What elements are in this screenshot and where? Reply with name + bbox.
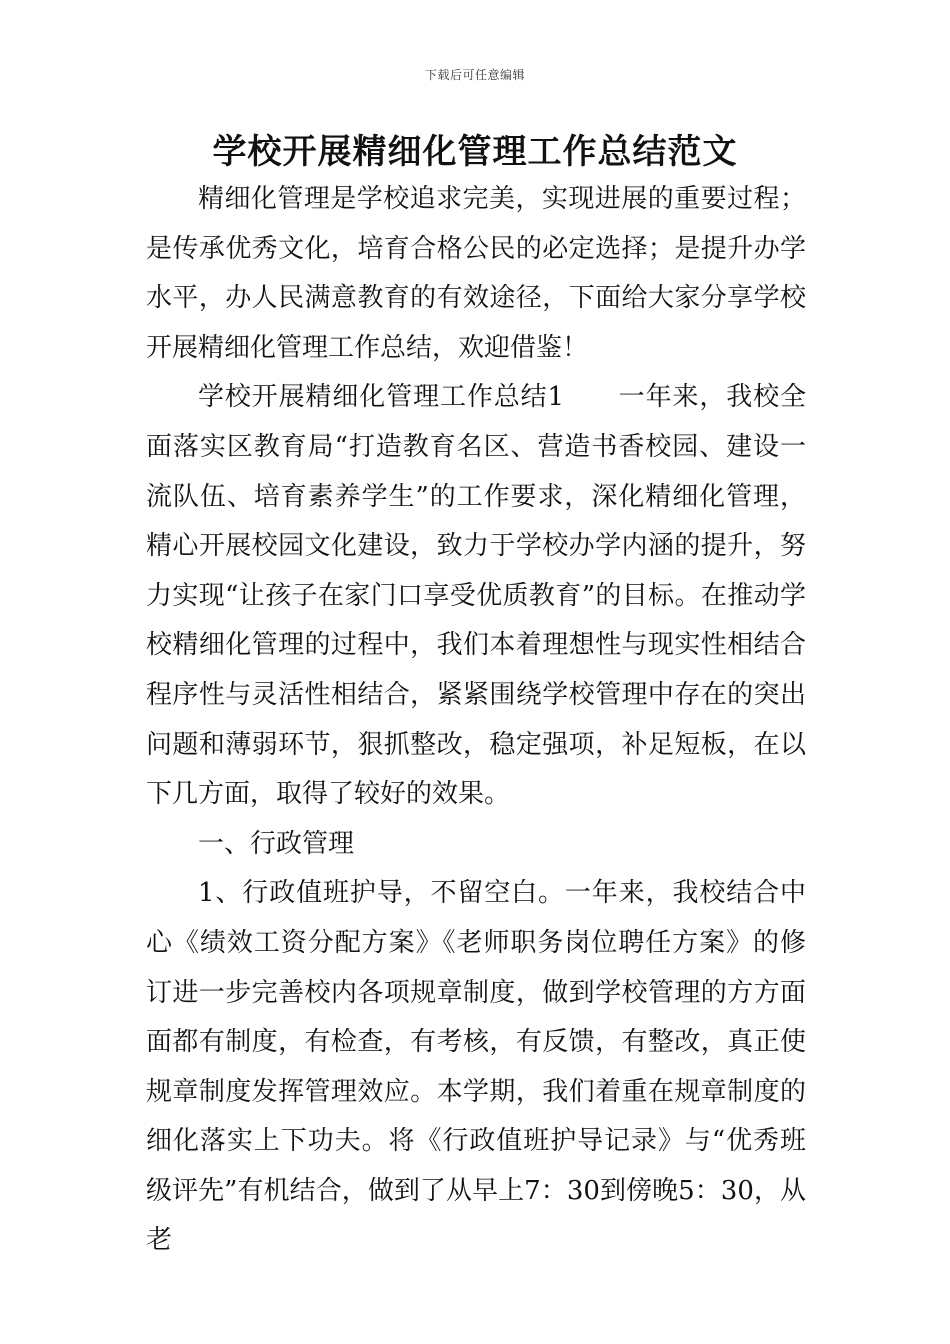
paragraph-admin-duty: 1、行政值班护导，不留空白。一年来，我校结合中心《绩效工资分配方案》《老师职务岗位聘任方案》的修订进一步完善校内各项规章制度，做到学校管理的方方面面都有制度，有检查，有考核，有反馈，有整改，真正使规章制度发挥管理效应。本学期，我们着重在规章制度的细化落实上下功夫。将《行政值班护导记录》与“优秀班级评先”有机结合，做到了从早上7：30到傍晚5：30，从老 bbox=[146, 878, 806, 1256]
document-body bbox=[146, 175, 806, 1266]
paragraph-intro: 精细化管理是学校追求完美，实现进展的重要过程；是传承优秀文化，培育合格公民的必定选择；是提升办学水平，办人民满意教育的有效途径，下面给大家分享学校开展精细化管理工作总结，欢迎借鉴！ bbox=[146, 184, 806, 363]
paragraph-summary-1: 学校开展精细化管理工作总结1 一年来，我校全面落实区教育局“打造教育名区、营造书香校园、建设一流队伍、培育素养学生”的工作要求，深化精细化管理，精心开展校园文化建设，致力于学校办学内涵的提升，努力实现“让孩子在家门口享受优质教育”的目标。在推动学校精细化管理的过程中，我们本着理想性与现实性相结合程序性与灵活性相结合，紧紧围绕学校管理中存在的突出问题和薄弱环节，狠抓整改，稳定强项，补足短板，在以下几方面，取得了较好的效果。 bbox=[146, 382, 806, 810]
header-note: 下载后可任意编辑 bbox=[424, 68, 525, 82]
section-heading-admin: 一、行政管理 bbox=[198, 828, 355, 859]
document-title: 学校开展精细化管理工作总结范文 bbox=[212, 132, 738, 172]
